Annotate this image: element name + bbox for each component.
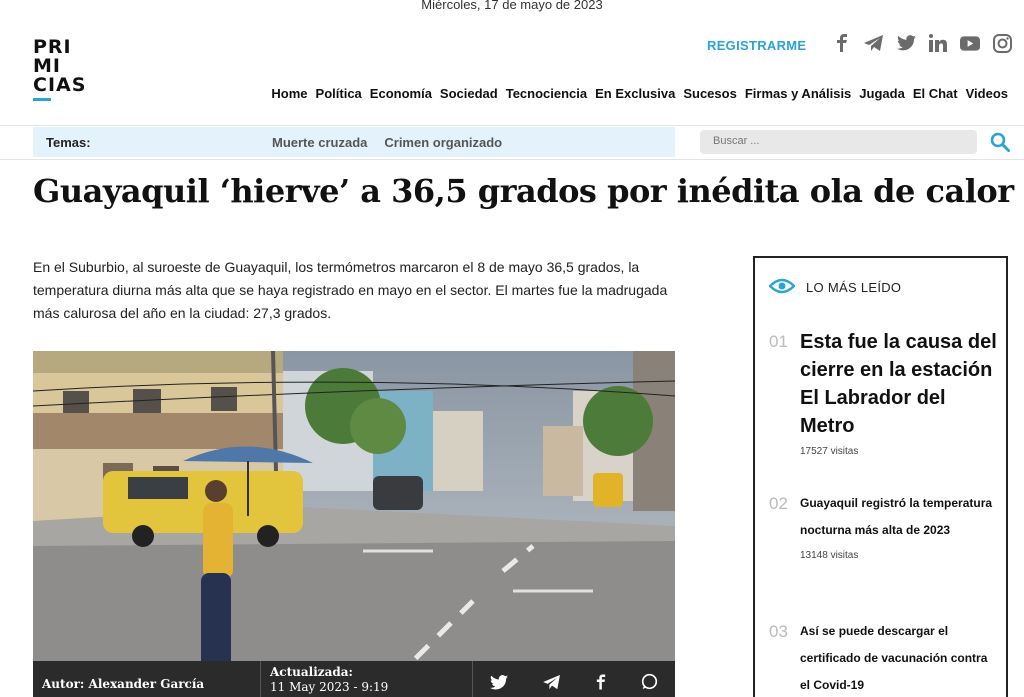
linkedin-icon[interactable] [928,33,948,53]
item-visits: 13148 visitas [800,550,859,561]
youtube-icon[interactable] [960,33,980,53]
article-updated [261,661,473,697]
temas-tag-crimen-organizado[interactable]: Crimen organizado [384,134,503,150]
facebook-icon[interactable] [596,674,606,695]
article-author[interactable]: Autor: Alexander García [33,661,261,697]
nav-el-chat[interactable]: El Chat [912,86,958,101]
item-visits: 17527 visitas [800,446,859,457]
nav-firmas-analisis[interactable]: Firmas y Análisis [744,86,852,101]
item-title[interactable]: Guayaquil registró la temperatura nocturna más alta de 2023 [800,496,993,537]
site-logo[interactable] [33,38,113,101]
register-link[interactable]: REGISTRARME [707,38,807,53]
nav-sucesos[interactable]: Sucesos [683,86,737,101]
nav-videos[interactable]: Videos [965,86,1008,101]
search-icon[interactable] [990,132,1010,152]
twitter-icon[interactable] [490,675,508,695]
logo-accent-bar [33,98,51,101]
social-links [832,33,1012,53]
twitter-icon[interactable] [896,33,916,53]
nav-tecnociencia[interactable]: Tecnociencia [505,86,588,101]
item-number: 02 [769,494,788,513]
nav-en-exclusiva[interactable]: En Exclusiva [595,86,676,101]
nav-politica[interactable]: Política [315,86,362,101]
main-nav [271,86,1008,101]
facebook-icon[interactable] [832,33,852,53]
nav-home[interactable]: Home [271,86,308,101]
logo-line-1: PRI [33,36,72,58]
most-read-item[interactable] [769,618,997,697]
temas-bar [33,127,675,157]
article-photo[interactable] [33,351,675,697]
current-date: Miércoles, 17 de mayo de 2023 [421,0,603,12]
nav-sociedad[interactable]: Sociedad [439,86,498,101]
logo-line-3: CIAS [33,74,87,96]
most-read-header [769,278,901,297]
nav-jugada[interactable]: Jugada [859,86,905,101]
most-read-item[interactable] [769,328,997,457]
article-lede: En el Suburbio, al suroeste de Guayaquil, los termómetros marcaron el 8 de mayo 36,5 grados, la temperatura diurna más alta que se haya registrado en mayo en el sector. El martes fue la madrugada más calurosa del año en la ciudad: 27,3 grados. [33,259,668,321]
item-number: 01 [769,332,788,351]
divider [0,159,1024,160]
whatsapp-icon[interactable] [641,673,658,695]
share-buttons [473,661,675,697]
item-title[interactable]: Esta fue la causa del cierre en la estación El Labrador del Metro [800,331,997,437]
item-title[interactable]: Así se puede descargar el certificado de vacunación contra el Covid-19 [800,624,988,692]
instagram-icon[interactable] [992,33,1012,53]
nav-economia[interactable]: Economía [369,86,432,101]
search-input[interactable]: Buscar ... [700,130,977,154]
updated-label: Actualizada: [270,665,353,679]
item-number: 03 [769,622,788,641]
article-title: Guayaquil ‘hierve’ a 36,5 grados por inédita ola de calor [33,172,1014,210]
temas-tag-muerte-cruzada[interactable]: Muerte cruzada [272,134,368,150]
logo-line-2: MI [33,55,61,77]
most-read-heading: LO MÁS LEÍDO [806,280,902,295]
divider [0,125,1024,126]
updated-value: 11 May 2023 - 9:19 [270,680,389,694]
eye-icon [769,278,795,297]
most-read-panel [753,256,1008,697]
most-read-item[interactable] [769,490,997,561]
temas-label: Temas: [46,134,91,150]
telegram-icon[interactable] [543,675,561,695]
article-meta-bar [33,661,675,697]
telegram-icon[interactable] [864,33,884,53]
